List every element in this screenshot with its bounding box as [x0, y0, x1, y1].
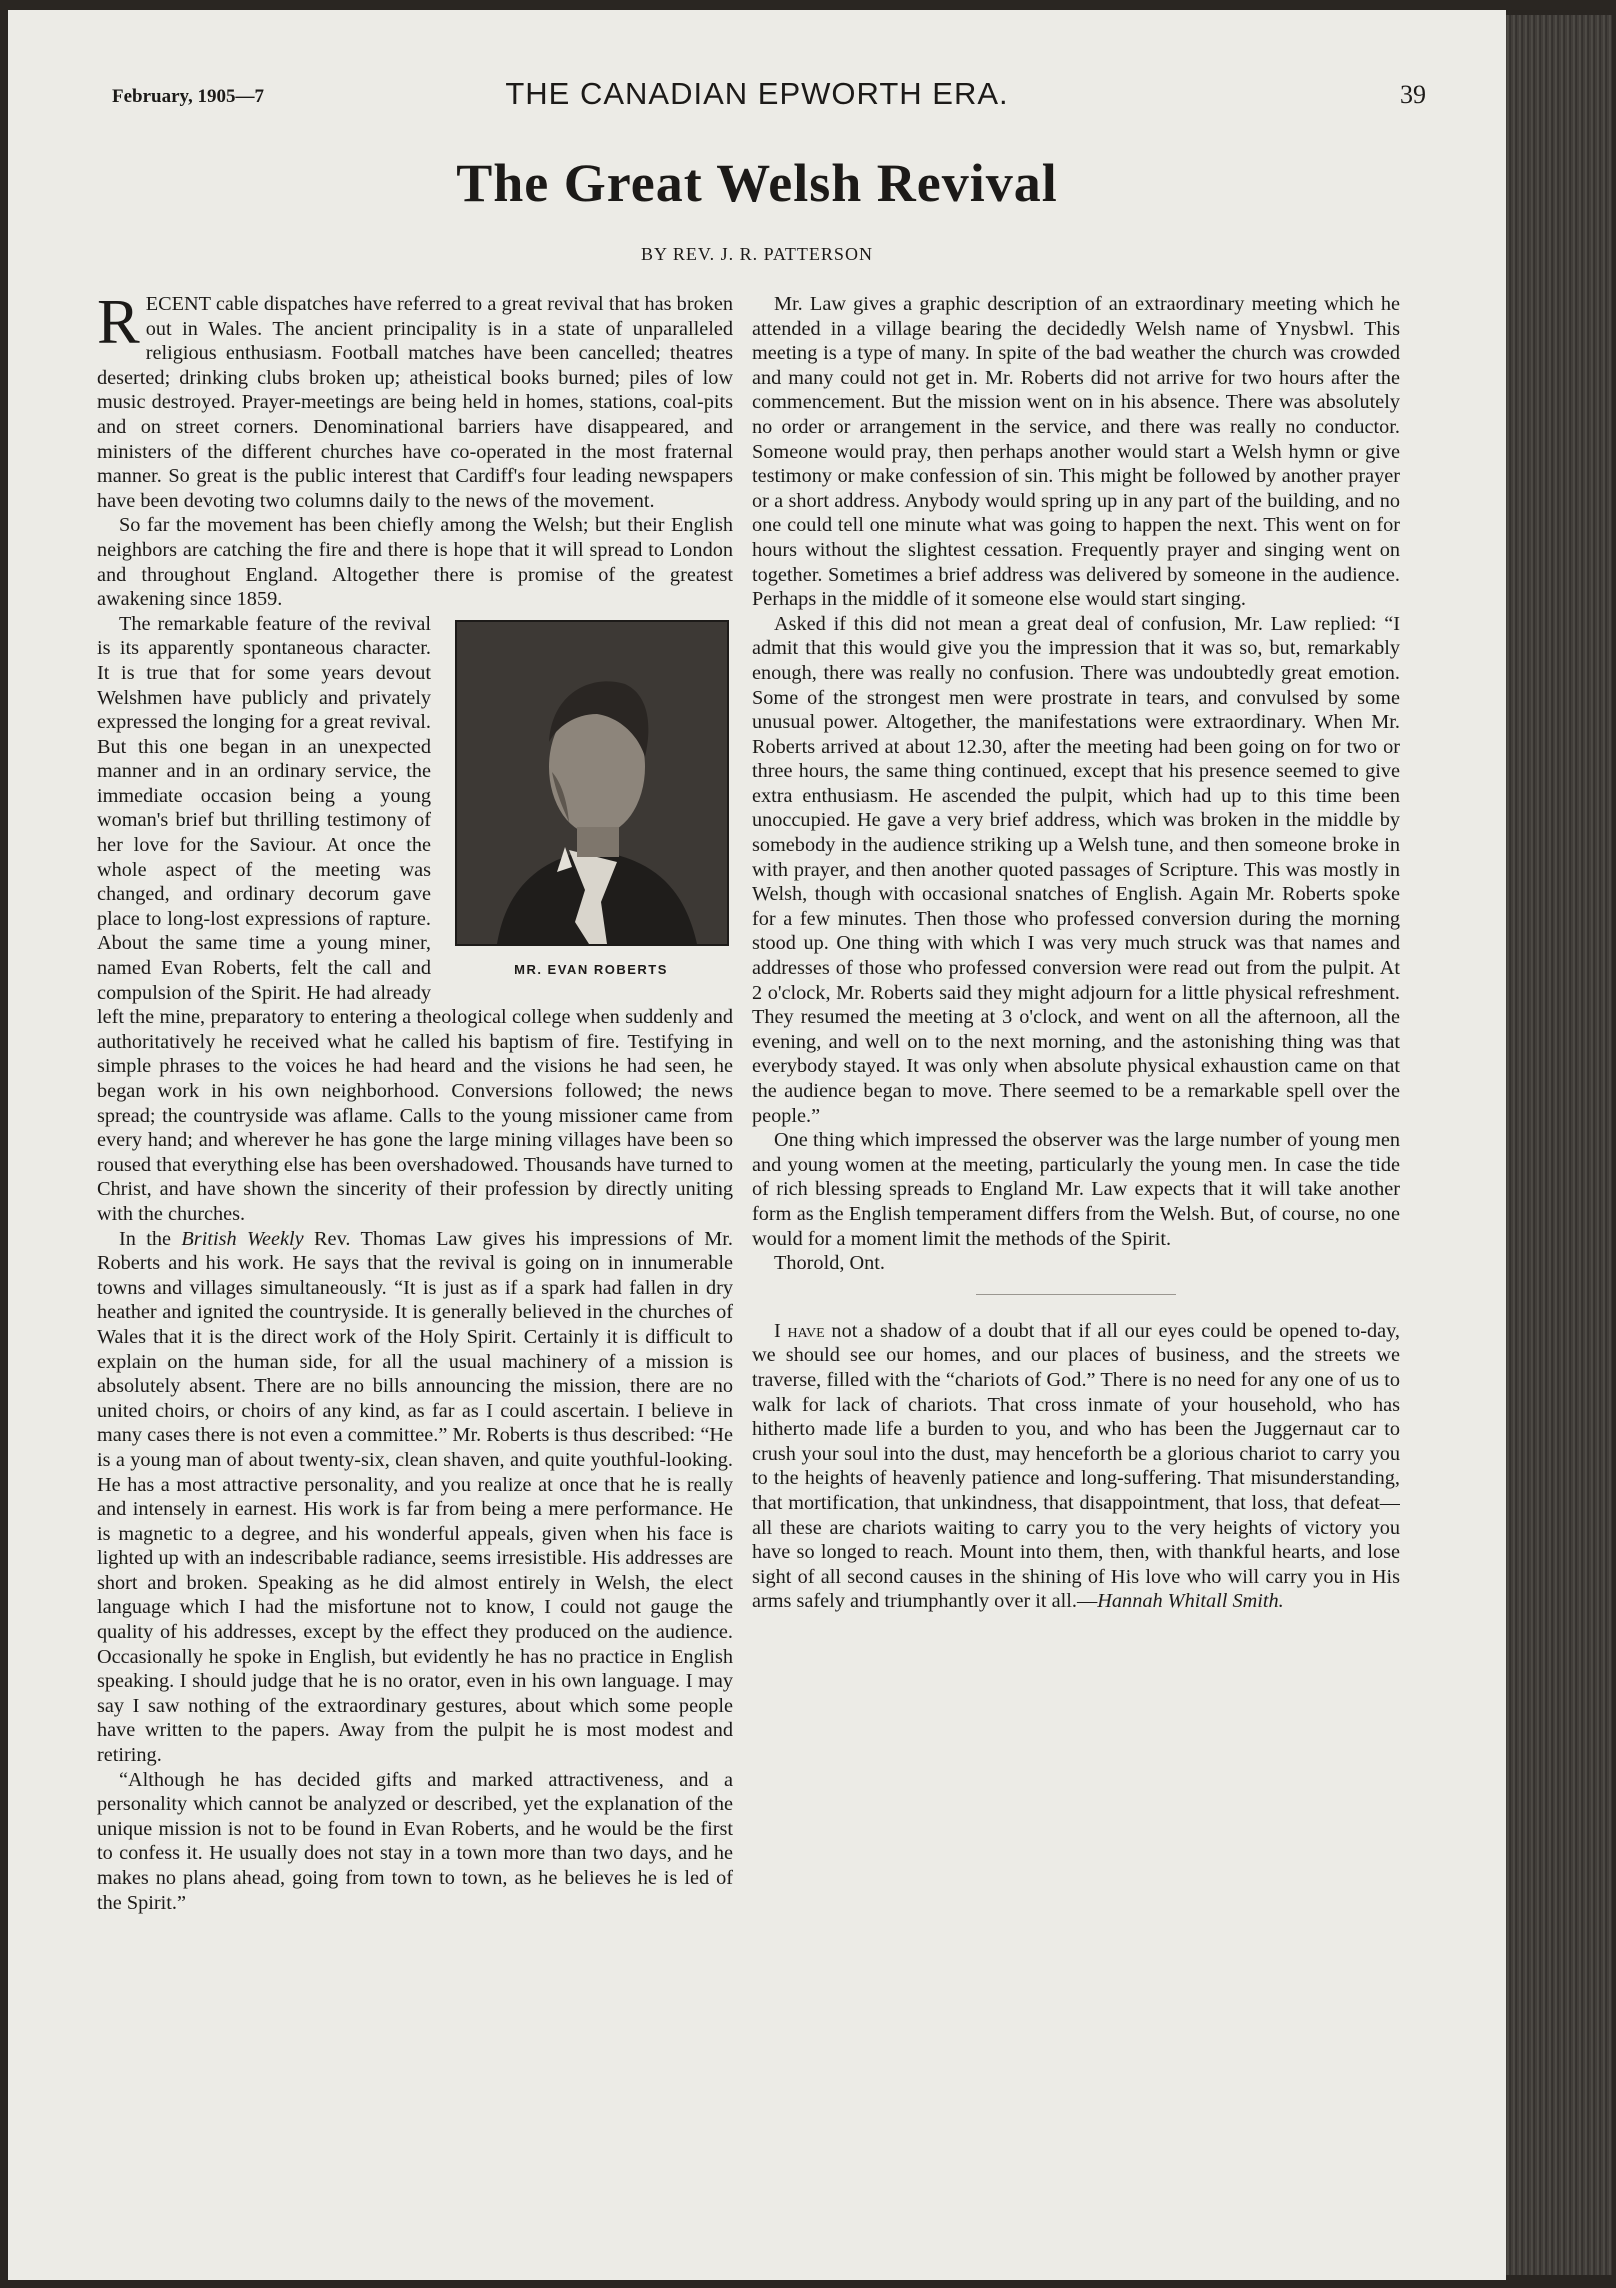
quote-author: Hannah Whitall Smith.: [1097, 1590, 1284, 1613]
magazine-page: [8, 10, 1506, 2280]
right-column: [752, 292, 1400, 2187]
book-page-edges: [1506, 15, 1612, 2275]
left-column: [97, 292, 733, 2187]
paragraph: Mr. Law gives a graphic description of an extraordinary meeting which he attended in a village bearing the decidedly Welsh name of Ynysbwl. This meeting is a type of many. In spite of the bad weather the church was crowded and many could not get in. Mr. Roberts did not arrive for two hours after the commencement. But the mission went on in his absence. There was absolutely no order or arrangement in the service, and there was really no conductor. Someone would pray, then perhaps another would start a Welsh hymn or give testimony or make confession of sin. This might be followed by another prayer or a short address. Anybody would spring up in any part of the building, and no one could tell one minute what was going to happen the next. This went on for hours without the slightest cessation. Frequently prayer and singing went on together. Sometimes a brief address was delivered by someone in the audience. Perhaps in the middle of it someone else would start singing.: [752, 293, 1400, 611]
publication-name: British Weekly: [181, 1227, 304, 1250]
drop-cap: R: [97, 292, 140, 357]
paragraph: In the British Weekly Rev. Thomas Law gives his impressions of Mr. Roberts and his work. He says that the revival is going on in innumerable towns and villages simultaneously. “It is just as if a spark had fallen in dry heather and ignited the countryside. It is generally believed in the churches of Wales that it is the direct work of the Holy Spirit. Certainly it is difficult to explain on the human side, for all the usual machinery of a mission is absolutely absent. There are no bills announcing the mission, there are no united choirs, or choirs of any kind, as far as I could ascertain. I believe in many cases there is not even a committee.” Mr. Roberts is thus described: “He is a young man of about twenty-six, clean shaven, and quite youthful-looking. He has a most attractive personality, and you realize at once that he is really and intensely in earnest. His work is far from being a mere performance. He is magnetic to a degree, and his wonderful appeals, given when his face is lighted up with an indescribable radiance, seems irresistible. His addresses are short and broken. Speaking as he did almost entirely in Welsh, the elect language which I had the misfortune not to know, I could not gauge the quality of his addresses, except by the effect they produced on the audience. Occasionally he spoke in English, but evidently he has no practice in English speaking. I should judge that he is no orator, even in his own language. I may say I saw nothing of the extraordinary gestures, about which some people have written to the papers. Away from the pulpit he is most modest and retiring.: [97, 1227, 733, 1767]
quote-paragraph: I have not a shadow of a doubt that if all our eyes could be opened to-day, we should see our homes, and our places of business, and the streets we traverse, filled with the “chariots of God.” There is no need for any one of us to walk for lack of chariots. That cross inmate of your household, who has hitherto made life a burden to you, and who has been the Juggernaut car to crush your soul into the dust, may henceforth be a glorious chariot to carry you to the heights of heavenly patience and long-suffering. That misunderstanding, that mortification, that unkindness, that disappointment, that loss, that defeat—all these are chariots waiting to carry you to the very heights of victory you have so longed to reach. Mount into them, then, with thankful hearts, and lose sight of all second causes in the shining of His love who will carry you in His arms safely and triumphantly over it all.—Hannah Whitall Smith.: [752, 1319, 1400, 1613]
paragraph: One thing which impressed the observer was the large number of young men and young women at the meeting, particularly the young men. In case the tide of rich blessing spreads to England Mr. Law expects that it will take another form as the English temperament differs from the Welsh. But, of course, no one would for a moment limit the methods of the Spirit.: [752, 1129, 1400, 1250]
page-number: 39: [1400, 80, 1426, 109]
magazine-title: THE CANADIAN EPWORTH ERA.: [505, 76, 1009, 111]
portrait-image: [457, 622, 727, 944]
section-divider: [976, 1294, 1176, 1295]
article-byline: BY REV. J. R. PATTERSON: [641, 244, 873, 264]
portrait-figure: [449, 620, 733, 983]
paragraph: RECENT cable dispatches have referred to a great revival that has broken out in Wales. The ancient principality is in a state of unparalleled religious enthusiasm. Football matches have been cancelled; theatres deserted; drinking clubs broken up; atheistical books burned; piles of low music destroyed. Prayer-meetings are being held in homes, stations, coal-pits and on street corners. Denominational barriers have disappeared, and ministers of the different churches have co-operated in the most fraternal manner. So great is the public interest that Cardiff's four leading newspapers have been devoting two columns daily to the news of the movement.: [97, 292, 733, 512]
quote-lead: I have: [774, 1319, 825, 1342]
portrait-photo: [455, 620, 729, 946]
article-signoff: Thorold, Ont.: [774, 1252, 885, 1275]
issue-date: February, 1905—7: [112, 86, 264, 107]
running-header: [8, 76, 1506, 122]
paragraph: So far the movement has been chiefly among the Welsh; but their English neighbors are catching the fire and there is hope that it will spread to London and throughout England. Altogether there is promise of the greatest awakening since 1859.: [97, 514, 733, 611]
photo-caption: MR. EVAN ROBERTS: [514, 961, 668, 977]
article-title: The Great Welsh Revival: [456, 153, 1058, 213]
paragraph: Asked if this did not mean a great deal of confusion, Mr. Law replied: “I admit that this would give you the impression that it was so, but, remarkably enough, there was really no confusion. There was undoubtedly great emotion. Some of the strongest men were prostrate in tears, and convulsed by some unusual power. Altogether, the manifestations were extraordinary. When Mr. Roberts arrived at about 12.30, after the meeting had been going on for two or three hours, the same thing continued, except that his presence seemed to give extra enthusiasm. He ascended the pulpit, which had up to this time been unoccupied. He gave a very brief address, which was broken in the middle by somebody in the audience striking up a Welsh tune, and then someone broke in with prayer, and then another quoted passages of Scripture. This was mostly in Welsh, though with occasional snatches of English. Again Mr. Roberts spoke for a few minutes. Then those who professed conversion during the morning stood up. One thing with which I was very much struck was that names and addresses of those who professed conversion were read out from the pulpit. At 2 o'clock, Mr. Roberts said they might adjourn for a little physical refreshment. They resumed the meeting at 3 o'clock, and went on all the afternoon, all the evening, and well on to the next morning, and the astonishing thing was that everybody stayed. It was only when absolute physical exhaustion came on that the audience began to move. There seemed to be a remarkable spell over the people.”: [752, 612, 1400, 1127]
paragraph: “Although he has decided gifts and marked attractiveness, and a personality which cannot be analyzed or described, yet the explanation of the unique mission is not to be found in Evan Roberts, and he would be the first to confess it. He usually does not stay in a town more than two days, and he makes no plans ahead, going from town to town, as he believes he is led of the Spirit.”: [97, 1768, 733, 1914]
paragraph: MR. EVAN ROBERTS The remarkable feature of the revival is its apparently spontaneous character. It is true that for some years devout Welshmen have publicly and privately expressed the longing for a great revival. But this one began in an unexpected manner and in an ordinary service, the immediate occasion being a young woman's brief but thrilling testimony of her love for the Saviour. At once the whole aspect of the meeting was changed, and ordinary decorum gave place to long-lost expressions of rapture. About the same time a young miner, named Evan Roberts, felt the call and compulsion of the Spirit. He had already left the mine, preparatory to entering a theological college when suddenly and authoritatively he received what he called his baptism of fire. Testifying in simple phrases to the voices he had heard and the visions he had seen, he began work in his own neighborhood. Conversions followed; the news spread; the countryside was aflame. Calls to the young missioner came from every hand; and wherever he has gone the large mining villages have been so roused that everything else has been overshadowed. Thousands have turned to Christ, and have shown the sincerity of their profession by directly uniting with the churches.: [97, 612, 733, 1225]
